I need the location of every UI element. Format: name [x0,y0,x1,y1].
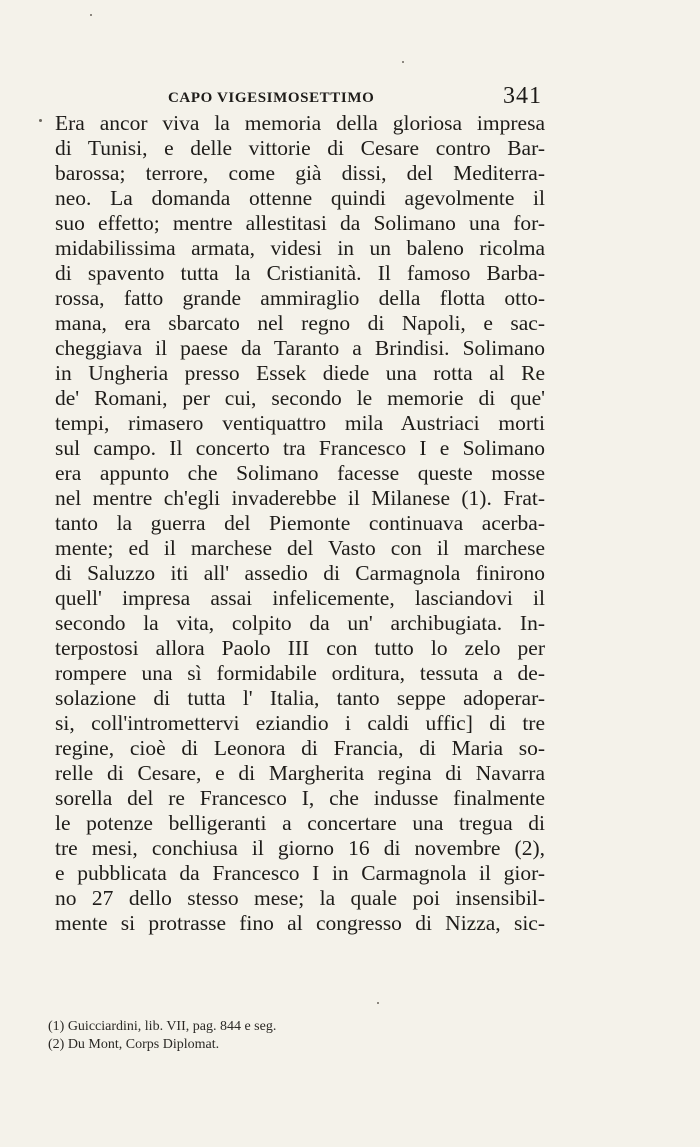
text-line: relle di Cesare, e di Margherita regina di Navarra [55,761,545,785]
text-line: rompere una sì formidabile orditura, tessuta a de- [55,661,545,685]
text-line: e pubblicata da Francesco I in Carmagnola il gior- [55,861,545,885]
text-line: terpostosi allora Paolo III con tutto lo zelo per [55,636,545,660]
paper-speck [90,14,92,16]
text-line: era appunto che Solimano facesse queste mosse [55,461,545,485]
text-line: mana, era sbarcato nel regno di Napoli, e sac- [55,311,545,335]
text-line: barossa; terrore, come già dissi, del Mediterra- [55,161,545,185]
text-line: quell' impresa assai infelicemente, lasciandovi il [55,586,545,610]
text-line: sorella del re Francesco I, che indusse finalmente [55,786,545,810]
text-line: no 27 dello stesso mese; la quale poi insensibil- [55,886,545,910]
text-line: secondo la vita, colpito da un' archibugiata. In- [55,611,545,635]
text-line: tempi, rimasero ventiquattro mila Austriaci morti [55,411,545,435]
text-line: tre mesi, conchiusa il giorno 16 di novembre (2), [55,836,545,860]
text-line: de' Romani, per cui, secondo le memorie di que' [55,386,545,410]
paper-speck [402,61,404,63]
text-line: mente; ed il marchese del Vasto con il marchese [55,536,545,560]
text-line: tanto la guerra del Piemonte continuava acerba- [55,511,545,535]
text-line: le potenze belligeranti a concertare una tregua di [55,811,545,835]
text-line: di spavento tutta la Cristianità. Il famoso Barba- [55,261,545,285]
text-line: suo effetto; mentre allestitasi da Solimano una for- [55,211,545,235]
running-head [50,83,550,112]
page-number: 341 [503,83,542,109]
text-line: rossa, fatto grande ammiraglio della flotta otto- [55,286,545,310]
text-line: Era ancor viva la memoria della gloriosa impresa [55,111,545,135]
text-line: si, coll'intromettervi eziandio i caldi uffic] di tre [55,711,545,735]
paper-speck [377,1002,379,1004]
text-line: in Ungheria presso Essek diede una rotta al Re [55,361,545,385]
text-line: neo. La domanda ottenne quindi agevolmente il [55,186,545,210]
chapter-title: CAPO VIGESIMOSETTIMO [168,90,375,106]
footnotes [48,1018,468,1054]
footnote: (2) Du Mont, Corps Diplomat. [48,1037,220,1052]
paper-speck [39,119,42,122]
text-line: midabilissima armata, videsi in un baleno ricolma [55,236,545,260]
text-line: di Tunisi, e delle vittorie di Cesare contro Bar- [55,136,545,160]
text-line: nel mentre ch'egli invaderebbe il Milanese (1). Frat- [55,486,545,510]
body-text [55,111,545,936]
text-line: mente si protrasse fino al congresso di Nizza, sic- [55,911,545,935]
footnote: (1) Guicciardini, lib. VII, pag. 844 e seg. [48,1019,277,1034]
text-line: cheggiava il paese da Taranto a Brindisi. Solimano [55,336,545,360]
text-line: di Saluzzo iti all' assedio di Carmagnola finirono [55,561,545,585]
text-line: solazione di tutta l' Italia, tanto seppe adoperar- [55,686,545,710]
text-line: sul campo. Il concerto tra Francesco I e Solimano [55,436,545,460]
text-line: regine, cioè di Leonora di Francia, di Maria so- [55,736,545,760]
